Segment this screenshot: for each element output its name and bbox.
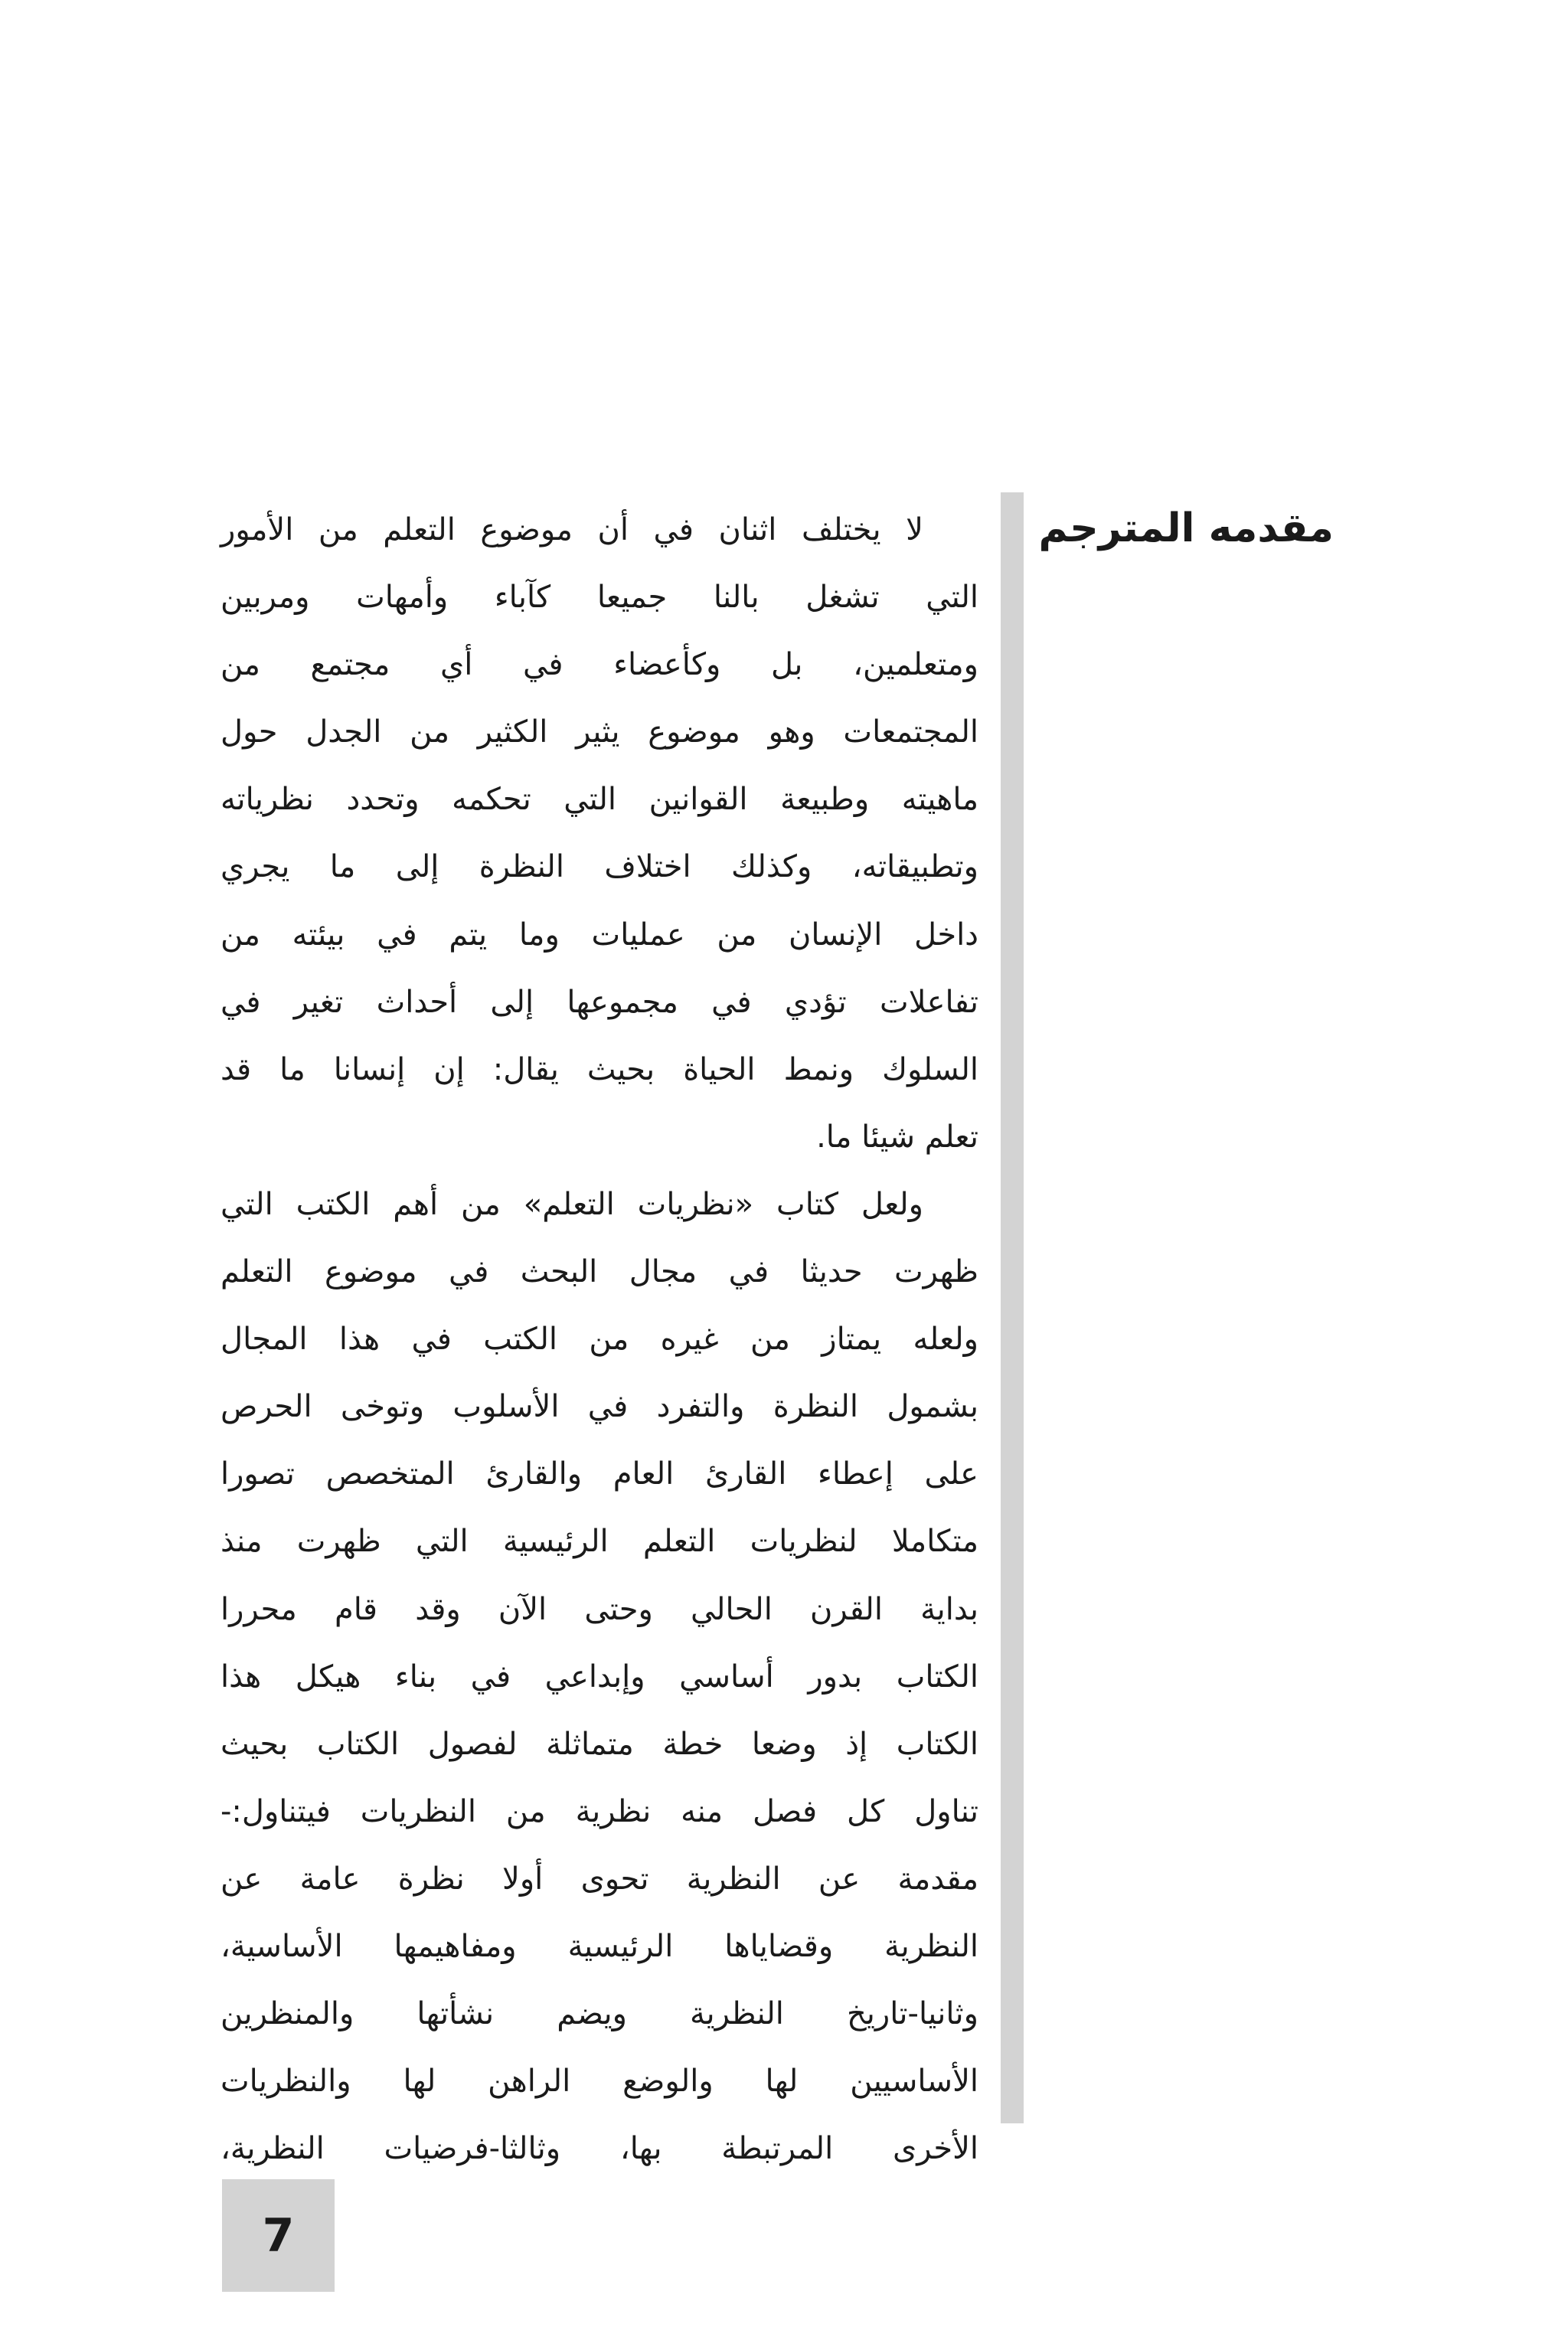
text-line: الأساسيين لها والوضع الراهن لها والنظريات <box>220 2064 978 2100</box>
text-line: ومتعلمين، بل وكأعضاء في أي مجتمع من <box>220 647 978 683</box>
text-line: داخل الإنسان من عمليات وما يتم في بيئته من <box>220 917 978 953</box>
text-line: تناول كل فصل منه نظرية من النظريات فيتناول:- <box>220 1793 978 1829</box>
page-number-box <box>222 2179 335 2292</box>
text-line: ولعله يمتاز من غيره من الكتب في هذا المجال <box>220 1322 978 1358</box>
text-line: متكاملا لنظريات التعلم الرئيسية التي ظهرت منذ <box>220 1524 978 1560</box>
text-line: الكتاب إذ وضعا خطة متماثلة لفصول الكتاب بحيث <box>220 1726 978 1762</box>
text-line: لا يختلف اثنان في أن موضوع التعلم من الأمور <box>220 512 923 547</box>
text-line: الكتاب بدور أساسي وإبداعي في بناء هيكل هذا <box>220 1659 978 1695</box>
text-line: تعلم شيئا ما. <box>816 1119 978 1155</box>
text-line: ولعل كتاب «نظريات التعلم» من أهم الكتب التي <box>220 1186 923 1222</box>
text-line: التي تشغل بالنا جميعا كآباء وأمهات ومربين <box>220 580 978 616</box>
text-line: النظرية وقضاياها الرئيسية ومفاهيمها الأساسية، <box>220 1928 978 1964</box>
text-line: وثانيا-تاريخ النظرية ويضم نشأتها والمنظرين <box>220 1996 978 2032</box>
margin-bar <box>1001 492 1024 2123</box>
section-title: مقدمه المترجم <box>1038 505 1334 551</box>
page-number: 7 <box>262 2208 295 2263</box>
text-line: مقدمة عن النظرية تحوى أولا نظرة عامة عن <box>220 1861 978 1897</box>
text-line: وتطبيقاته، وكذلك اختلاف النظرة إلى ما يجري <box>220 849 978 885</box>
text-line: السلوك ونمط الحياة بحيث يقال: إن إنسانا ما قد <box>220 1051 978 1087</box>
body-text <box>220 496 978 2182</box>
text-line: ظهرت حديثا في مجال البحث في موضوع التعلم <box>220 1254 978 1290</box>
text-line: المجتمعات وهو موضوع يثير الكثير من الجدل حول <box>220 714 978 750</box>
text-line: على إعطاء القارئ العام والقارئ المتخصص تصورا <box>220 1456 978 1492</box>
text-line: تفاعلات تؤدي في مجموعها إلى أحداث تغير في <box>220 984 978 1020</box>
text-line: بداية القرن الحالي وحتى الآن وقد قام محررا <box>220 1591 978 1627</box>
text-line: ماهيته وطبيعة القوانين التي تحكمه وتحدد نظرياته <box>220 782 978 818</box>
text-line: بشمول النظرة والتفرد في الأسلوب وتوخى الحرص <box>220 1389 978 1425</box>
text-line: الأخرى المرتبطة بها، وثالثا-فرضيات النظرية، <box>220 2131 978 2167</box>
